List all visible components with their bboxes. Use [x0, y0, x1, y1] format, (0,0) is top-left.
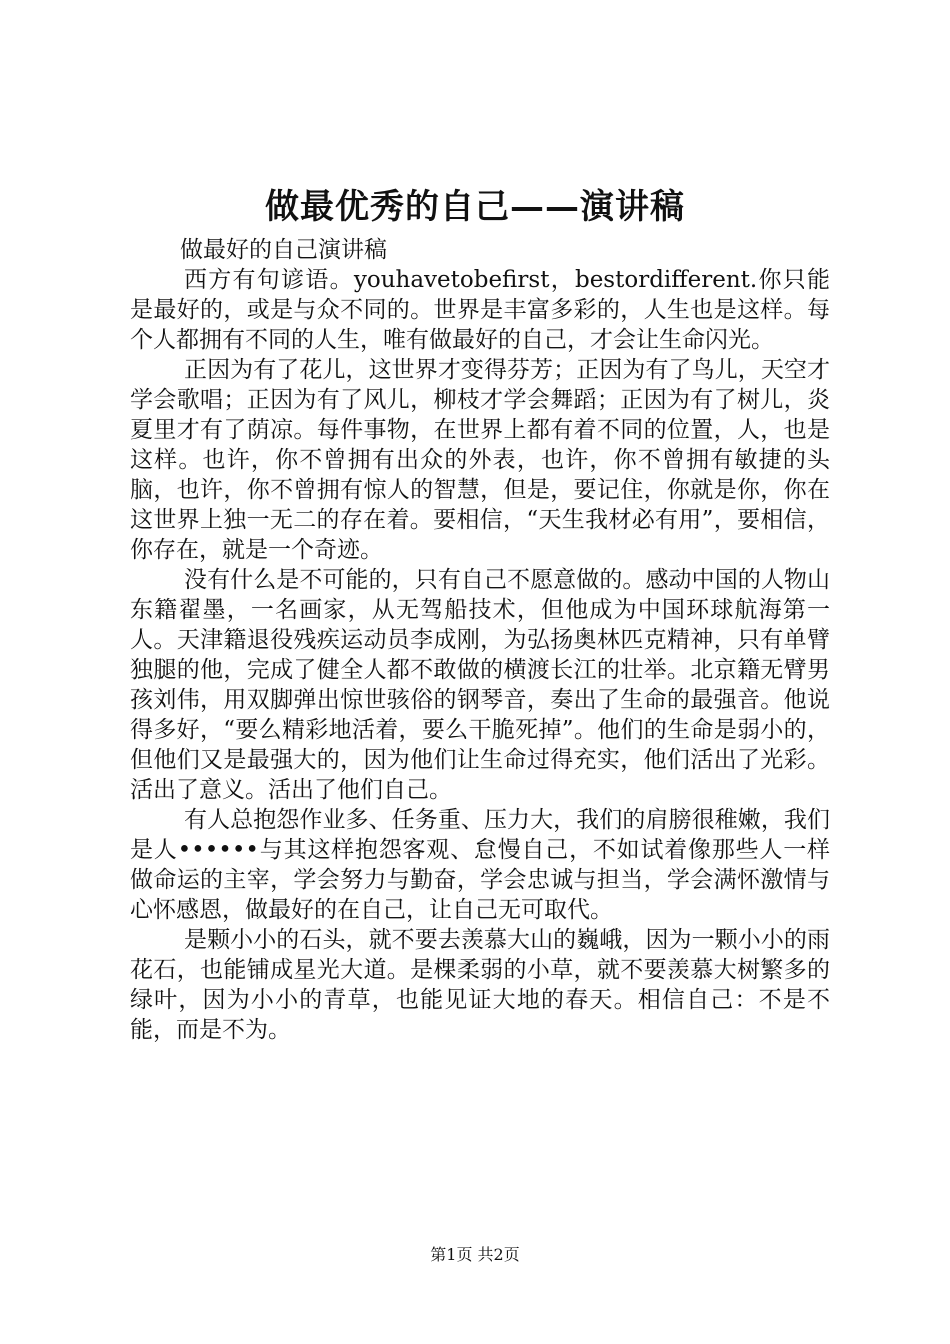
page-title: 做最优秀的自己——演讲稿 — [265, 187, 685, 227]
document-subtitle: 做最好的自己演讲稿 — [180, 237, 387, 263]
document-body — [130, 235, 830, 1045]
page-footer: 第1页 共2页 — [430, 1245, 520, 1264]
paragraph: 有人总抱怨作业多、任务重、压力大，我们的肩膀很稚嫩，我们是人••••••与其这样抱怨客观、怠慢自己，不如试着像那些人一样做命运的主宰，学会努力与勤奋，学会忠诚与担当，学会满怀激情与心怀感恩，做最好的在自己，让自己无可取代。 — [130, 807, 830, 923]
paragraph: 西方有句谚语。youhavetobefirst，bestordifferent.你只能是最好的，或是与众不同的。世界是丰富多彩的，人生也是这样。每个人都拥有不同的人生，唯有做最好的自己，才会让生命闪光。 — [130, 267, 830, 353]
paragraph: 正因为有了花儿，这世界才变得芬芳；正因为有了鸟儿，天空才学会歌唱；正因为有了风儿，柳枝才学会舞蹈；正因为有了树儿，炎夏里才有了荫凉。每件事物，在世界上都有着不同的位置，人，也是这样。也许，你不曾拥有出众的外表，也许，你不曾拥有敏捷的头脑，也许，你不曾拥有惊人的智慧，但是，要记住，你就是你，你在这世界上独一无二的存在着。要相信，“天生我材必有用”，要相信，你存在，就是一个奇迹。 — [130, 357, 830, 563]
paragraph: 是颗小小的石头，就不要去羡慕大山的巍峨，因为一颗小小的雨花石，也能铺成星光大道。是棵柔弱的小草，就不要羡慕大树繁多的绿叶，因为小小的青草，也能见证大地的春天。相信自己：不是不能，而是不为。 — [130, 927, 830, 1043]
paragraph: 没有什么是不可能的，只有自己不愿意做的。感动中国的人物山东籍翟墨，一名画家，从无驾船技术，但他成为中国环球航海第一人。天津籍退役残疾运动员李成刚，为弘扬奥林匹克精神，只有单臂独腿的他，完成了健全人都不敢做的横渡长江的壮举。北京籍无臂男孩刘伟，用双脚弹出惊世骇俗的钢琴音，奏出了生命的最强音。他说得多好，“要么精彩地活着，要么干脆死掉”。他们的生命是弱小的，但他们又是最强大的，因为他们让生命过得充实，他们活出了光彩。活出了意义。活出了他们自己。 — [130, 567, 830, 803]
